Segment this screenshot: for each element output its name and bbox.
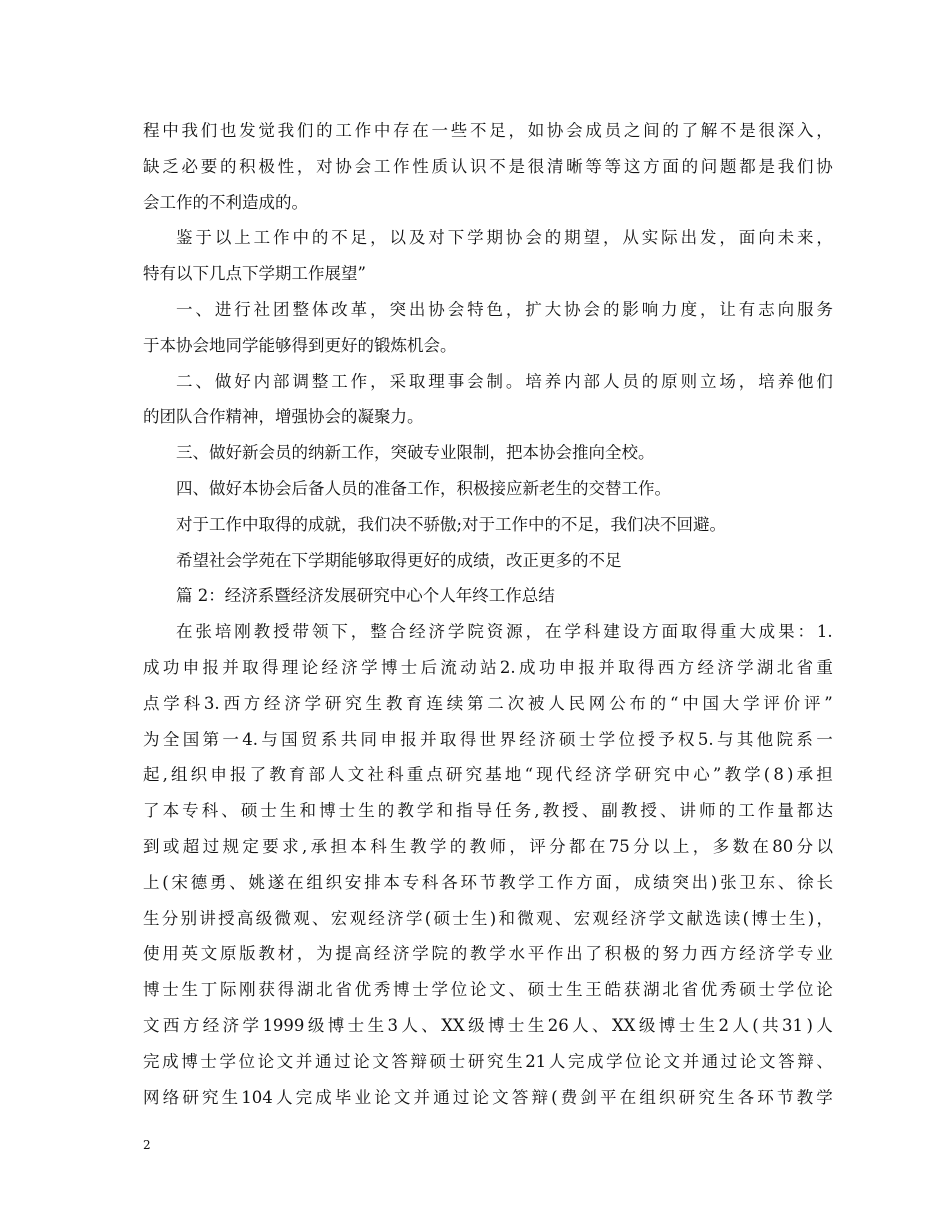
text-line: 于本协会地同学能够得到更好的锻炼机会。 [143,335,457,355]
text-line: 希望社会学苑在下学期能够取得更好的成绩，改正更多的不足 [176,550,622,570]
text-line: 为 全 国 第 一 4. 与 国 贸 系 共 同 申 报 并 取 得 世 界 经 济 硕 士 学 位 授 予 权 5. 与 其 他 院 系 一 [143,729,833,749]
text-line: 网 络 研 究 生 104 人 完 成 毕 业 论 文 并 通 过 论 文 答 辩 ( 费 剑 平 在 组 织 研 究 生 各 环 节 教 学 [143,1087,833,1107]
text-line: 程 中 我 们 也 发 觉 我 们 的 工 作 中 存 在 一 些 不 足 ， 如 协 会 成 员 之 间 的 了 解 不 是 很 深 入 ， [143,121,833,140]
text-line: 生 分 别 讲 授 高 级 微 观 、 宏 观 经 济 学 ( 硕 士 生 ) 和 微 观 、 宏 观 经 济 学 文 献 选 读 ( 博 士 生 ) ， [143,908,833,928]
text-line: 会工作的不利造成的。 [143,192,308,212]
text-line: 点 学 科 3. 西 方 经 济 学 研 究 生 教 育 连 续 第 二 次 被 人 民 网 公 布 的 “ 中 国 大 学 评 价 评 ” [143,693,833,713]
text-line: 文 西 方 经 济 学 1999 级 博 士 生 3 人 、 XX 级 博 士 生 26 人 、 XX 级 博 士 生 2 人 ( 共 31 ) 人 [143,1015,833,1035]
document-body [143,113,833,1115]
text-line: 对于工作中取得的成就，我们决不骄傲;对于工作中的不足，我们决不回避。 [176,514,727,534]
text-line: 成 功 申 报 并 取 得 理 论 经 济 学 博 士 后 流 动 站 2. 成 功 申 报 并 取 得 西 方 经 济 学 湖 北 省 重 [143,657,833,677]
text-line: 了 本 专 科 、 硕 士 生 和 博 士 生 的 教 学 和 指 导 任 务 , 教 授 、 副 教 授 、 讲 师 的 工 作 量 都 达 [143,801,833,821]
text-line: 二 、 做 好 内 部 调 整 工 作 ， 采 取 理 事 会 制 。 培 养 内 部 人 员 的 原 则 立 场 ， 培 养 他 们 [176,371,833,391]
text-line: 完 成 博 士 学 位 论 文 并 通 过 论 文 答 辩 硕 士 研 究 生 21 人 完 成 学 位 论 文 并 通 过 论 文 答 辩 、 [143,1051,833,1071]
text-line: 在 张 培 刚 教 授 带 领 下 ， 整 合 经 济 学 院 资 源 ， 在 学 科 建 设 方 面 取 得 重 大 成 果 ： 1. [176,622,833,642]
text-line: 三、做好新会员的纳新工作，突破专业限制，把本协会推向全校。 [176,443,655,463]
text-line: 一 、 进 行 社 团 整 体 改 革 ， 突 出 协 会 特 色 ， 扩 大 协 会 的 影 响 力 度 ， 让 有 志 向 服 务 [176,299,833,319]
text-line: 四、做好本协会后备人员的准备工作，积极接应新老生的交替工作。 [176,478,671,498]
text-line: 到 或 超 过 规 定 要 求 , 承 担 本 科 生 教 学 的 教 师 ， 评 分 都 在 75 分 以 上 ， 多 数 在 80 分 以 [143,836,833,856]
text-line: 鉴 于 以 上 工 作 中 的 不 足 ， 以 及 对 下 学 期 协 会 的 期 望 ， 从 实 际 出 发 ， 面 向 未 来 ， [176,228,833,248]
text-line: 起 , 组 织 申 报 了 教 育 部 人 文 社 科 重 点 研 究 基 地 “ 现 代 经 济 学 研 究 中 心 ” 教 学 ( 8 ) 承 担 [143,765,833,785]
text-line: 使 用 英 文 原 版 教 材 ， 为 提 高 经 济 学 院 的 教 学 水 平 作 出 了 积 极 的 努 力 西 方 经 济 学 专 业 [143,944,833,964]
text-line: 的团队合作精神，增强协会的凝聚力。 [143,407,424,427]
text-line: 缺 乏 必 要 的 积 极 性 ， 对 协 会 工 作 性 质 认 识 不 是 很 清 晰 等 等 这 方 面 的 问 题 都 是 我 们 协 [143,156,833,176]
text-line: 特有以下几点下学期工作展望” [143,264,366,284]
page-number: 2 [143,1138,151,1152]
text-line: 篇 2：经济系暨经济发展研究中心个人年终工作总结 [176,586,555,606]
text-line: 上 ( 宋 德 勇 、 姚 遂 在 组 织 安 排 本 专 科 各 环 节 教 学 工 作 方 面 ， 成 绩 突 出 ) 张 卫 东 、 徐 长 [143,872,833,892]
text-line: 博 士 生 丁 际 刚 获 得 湖 北 省 优 秀 博 士 学 位 论 文 、 硕 士 生 王 皓 获 湖 北 省 优 秀 硕 士 学 位 论 [143,980,833,1000]
